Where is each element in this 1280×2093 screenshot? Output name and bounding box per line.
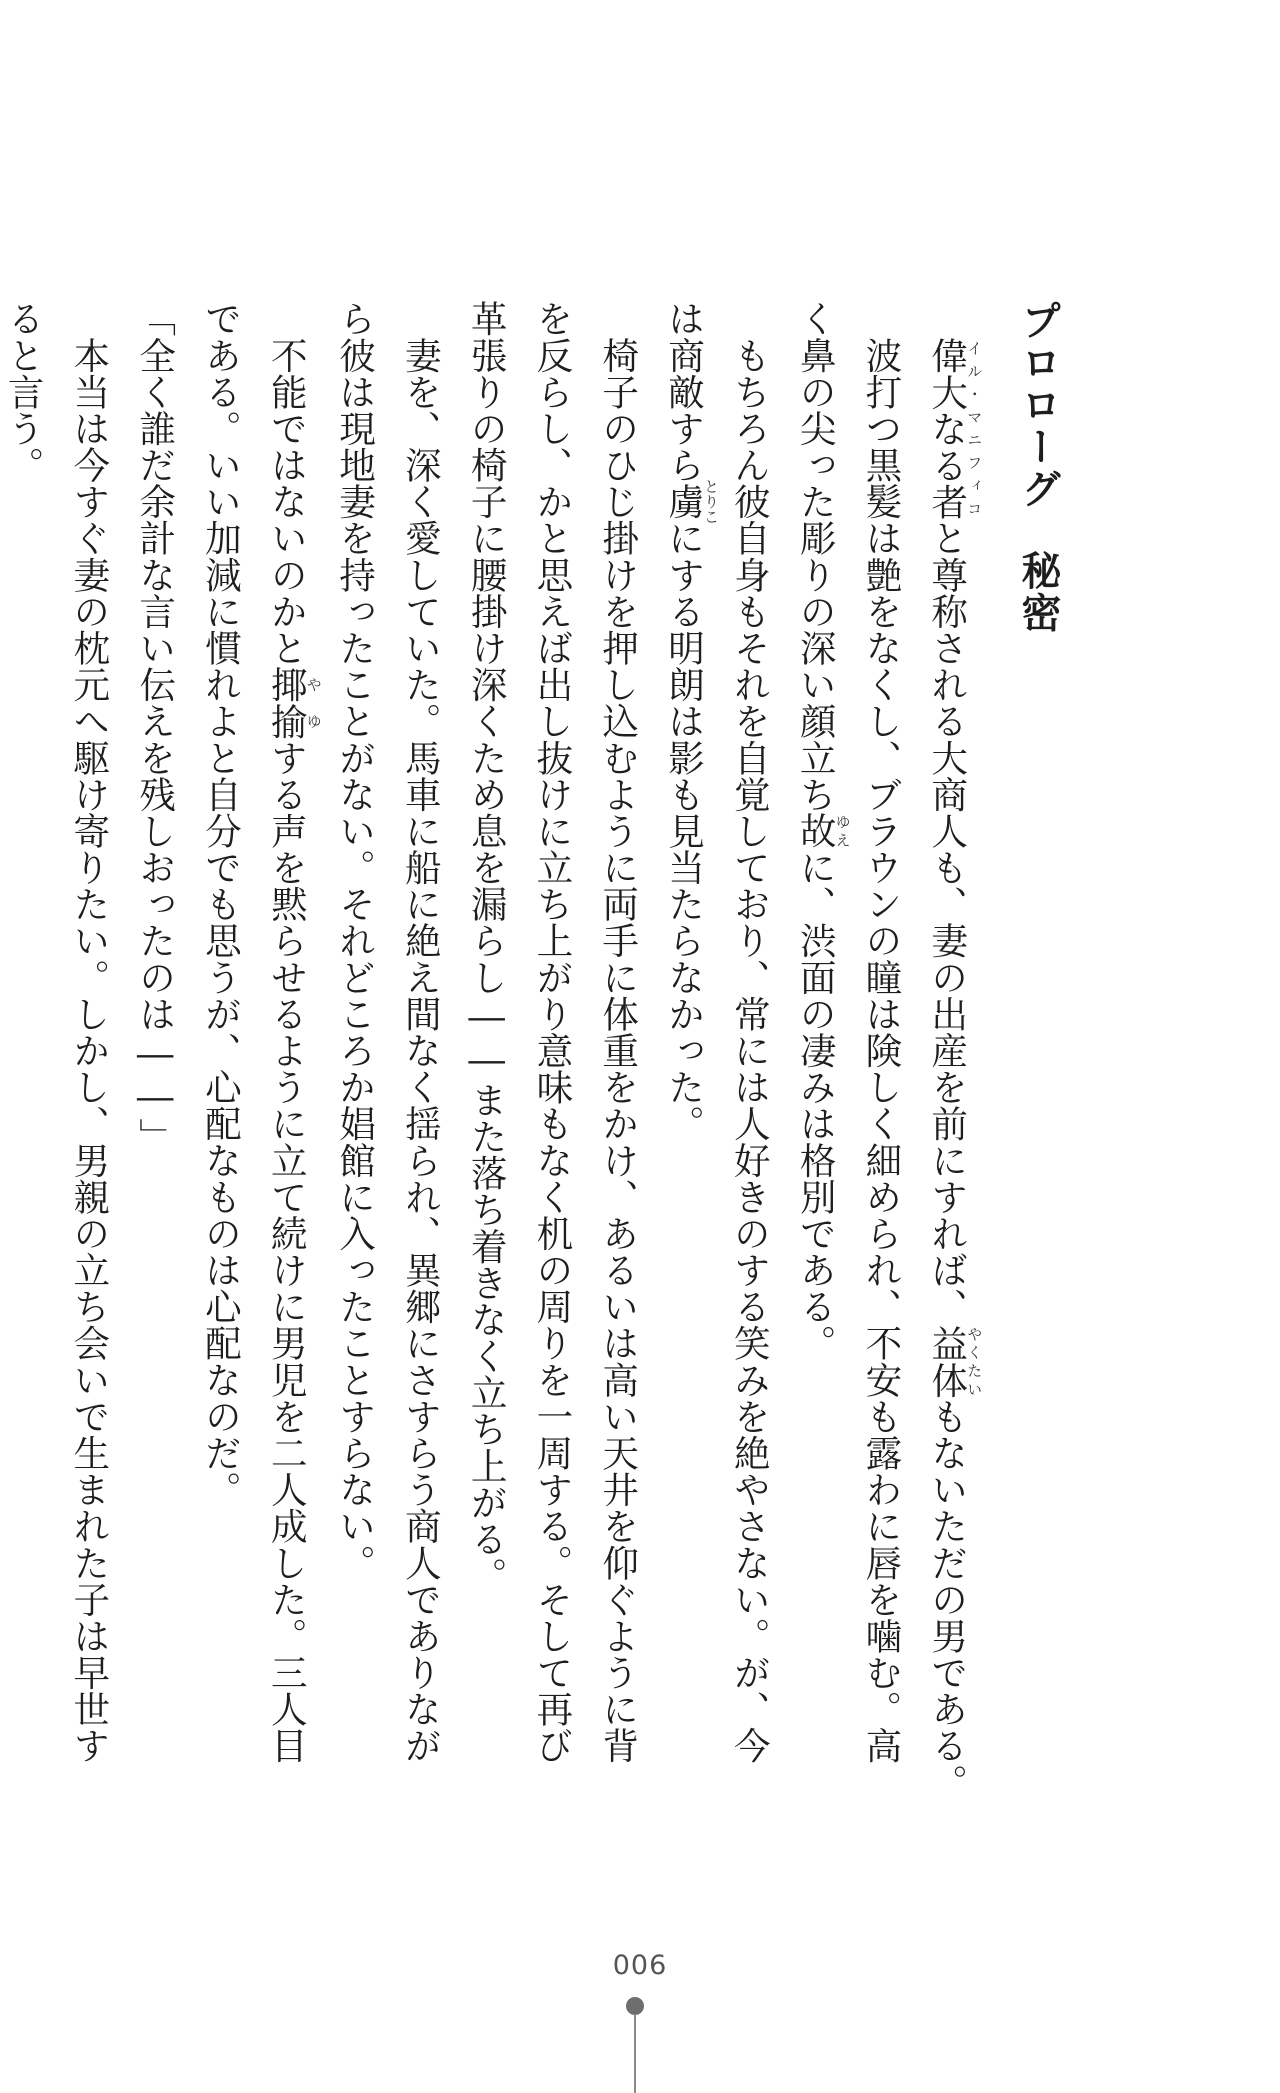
chapter-title: [1004, 300, 1070, 1770]
paragraph-1: 偉大なる者イル・マニフィコと尊称される大商人も、妻の出産を前にすれば、益体やくたいもないただの男である。 波打つ黒髪は艶をなくし、ブラウンの瞳は険しく細められ、不安も露わに唇を噛む。高 く鼻の尖った彫りの深い顔立ち故ゆえに、渋面の凄みは格別である。: [794, 300, 984, 1801]
vertical-text-body: [0, 300, 1070, 1801]
ruby-yayu: 揶揄やゆ: [265, 665, 323, 740]
paragraph-4: 妻を、深く愛していた。馬車に船に絶え間なく揺られ、異郷にさすらう商人でありなが ら彼は現地妻を持ったことがない。それどころか娼館に入ったことすらない。: [333, 300, 443, 1764]
chapter-title-part2: 秘密: [1015, 550, 1061, 634]
page-marker-dot: [626, 1997, 644, 2015]
ruby-yue: 故ゆえ: [794, 812, 852, 849]
ruby-toriko: 虜とりこ: [662, 478, 721, 524]
paragraph-3: 椅子のひじ掛けを押し込むように両手に体重をかけ、あるいは高い天井を仰ぐように背 を反らし、かと思えば出し抜けに立ち上がり意味もなく机の周りを一周する。そして再び 革張りの椅子に腰掛け深くため息を漏らし――また落ち着きなく立ち上がる。: [465, 300, 640, 1764]
paragraph-5: 不能ではないのかと揶揄やゆする声を黙らせるように立て続けに男児を二人成した。三人目 である。いい加減に慣れよと自分でも思うが、心配なものは心配なのだ。: [199, 300, 323, 1764]
paragraph-7: 本当は今すぐ妻の枕元へ駆け寄りたい。しかし、男親の立ち会いで生まれた子は早世す ると言う。: [2, 300, 111, 1764]
page-number: 006: [612, 1950, 668, 1981]
ruby-yakutai: 益体やくたい: [925, 1324, 984, 1398]
chapter-title-part1: プロローグ: [1015, 300, 1061, 510]
ruby-ill-magnifico: 偉大なる者イル・マニフィコ: [925, 336, 984, 520]
paragraph-2: もちろん彼自身もそれを自覚しており、常には人好きのする笑みを絶やさない。が、今 は商敵すら虜とりこにする明朗は影も見当たらなかった。: [662, 300, 772, 1764]
page-marker-line: [634, 2014, 636, 2093]
paragraph-6-dialogue: 「全く誰だ余計な言い伝えを残しおったのは――」: [133, 300, 177, 1155]
